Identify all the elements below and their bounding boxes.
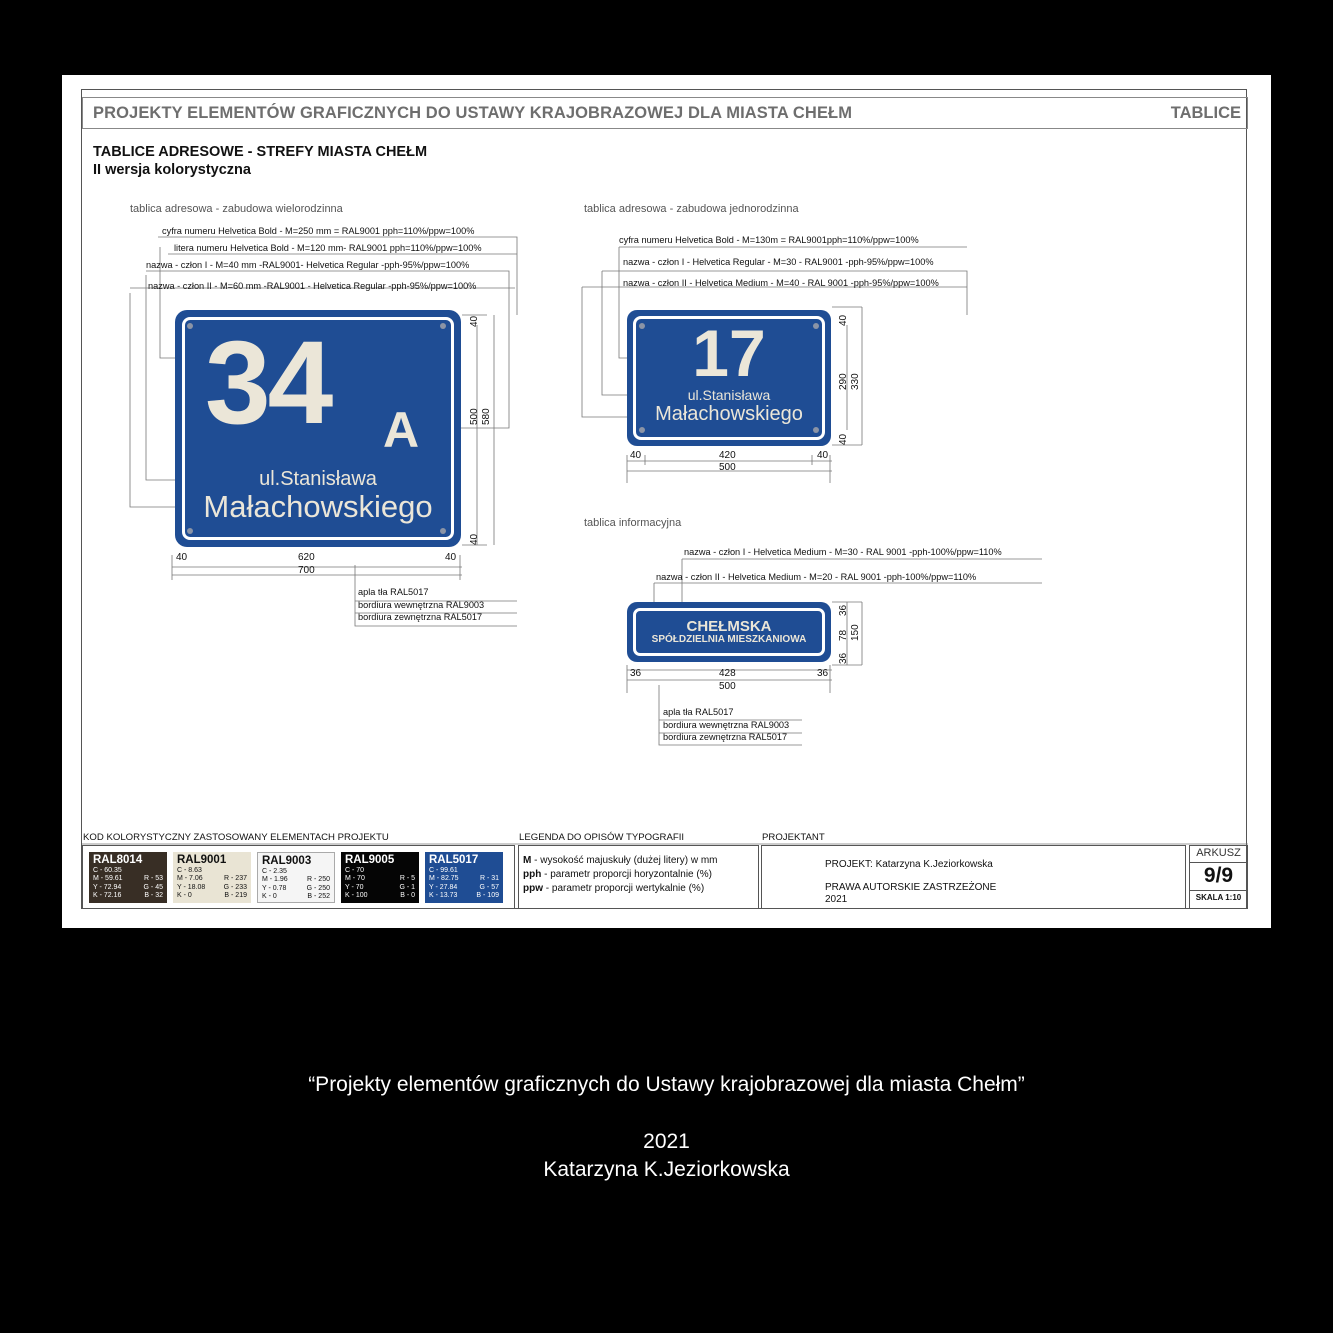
legend-label: LEGENDA DO OPISÓW TYPOGRAFII (519, 832, 685, 843)
swatch-row (341, 875, 419, 883)
swatch-cmyk: K - 0 (262, 892, 277, 900)
swatch-rgb: B - 109 (476, 891, 499, 899)
typography-legend-box (518, 845, 759, 909)
legend-key-pph: pph (523, 869, 542, 880)
swatch-row (173, 884, 251, 892)
legend-key-ppw: ppw (523, 883, 543, 894)
info-annotation-2: nazwa - człon II - Helvetica Medium - M=20 - RAL 9001 -pph-100%/ppw=110% (656, 572, 977, 582)
info-plate-label: tablica informacyjna (584, 517, 682, 529)
swatch-cmyk: C - 8.63 (177, 867, 202, 874)
swatch-cmyk: M - 82.75 (429, 875, 459, 883)
plate-street-line2: Małachowskiego (655, 403, 803, 425)
caption-year: 2021 (643, 1130, 690, 1153)
swatch-cmyk: M - 70 (345, 875, 365, 883)
single-plate-label: tablica adresowa - zabudowa jednorodzinna (584, 203, 799, 215)
swatch-rgb: G - 1 (399, 883, 415, 891)
multi-dim-h-inner: 500 (469, 408, 480, 425)
bolt-icon (639, 427, 645, 433)
swatch-row (425, 875, 503, 883)
bolt-icon (813, 427, 819, 433)
single-annotation-2: nazwa - człon I - Helvetica Regular - M=30 - RAL9001 -pph-95%/ppw=100% (623, 257, 934, 267)
swatch-ral5017 (425, 852, 503, 903)
swatch-row (258, 893, 334, 901)
info-dim-bottom: 36 (838, 652, 849, 664)
multi-dim-top: 40 (469, 315, 480, 327)
multi-dim-h-total: 580 (481, 408, 492, 425)
colors-label: KOD KOLORYSTYCZNY ZASTOSOWANY ELEMENTACH PROJEKTU (83, 832, 389, 843)
swatch-rgb: R - 53 (143, 875, 163, 883)
plate-street-line2: Małachowskiego (203, 489, 433, 524)
single-annotation-1: cyfra numeru Helvetica Bold - M=130m = RAL9001pph=110%/ppw=100% (619, 235, 919, 245)
swatch-row (341, 867, 419, 875)
sheet-number-box (1189, 845, 1248, 909)
swatch-cmyk: C - 2.35 (262, 868, 287, 875)
info-dim-mid: 428 (719, 668, 736, 679)
info-line2: SPÓŁDZIELNIA MIESZKANIOWA (651, 634, 807, 645)
swatch-ral9003 (257, 852, 335, 903)
swatch-row (258, 885, 334, 893)
swatch-rgb: B - 219 (224, 891, 247, 899)
address-plate-multi (175, 310, 461, 547)
swatch-row (425, 884, 503, 892)
single-dim-left: 40 (630, 450, 642, 461)
plate-street-line1: ul.Stanisława (259, 468, 377, 490)
swatch-rgb: G - 57 (479, 883, 499, 891)
legend-val-m: - wysokość majuskuły (dużej litery) w mm (531, 855, 718, 866)
swatch-row (89, 867, 167, 875)
info-dim-left: 36 (630, 668, 642, 679)
swatch-row (341, 884, 419, 892)
swatch-row (173, 867, 251, 875)
info-color-3: bordiura zewnętrzna RAL5017 (663, 732, 788, 742)
swatch-name: RAL8014 (93, 854, 143, 866)
swatch-rgb: G - 45 (143, 883, 163, 891)
swatch-row (425, 867, 503, 875)
section-subtitle: II wersja kolorystyczna (93, 162, 251, 178)
bolt-icon (187, 528, 193, 534)
swatch-row (425, 892, 503, 900)
swatch-rgb: R - 31 (479, 875, 499, 883)
swatch-ral9001 (173, 852, 251, 903)
swatch-rgb: B - 0 (400, 891, 415, 899)
sheet-label: ARKUSZ (1196, 847, 1241, 859)
plate-number: 17 (692, 316, 766, 390)
multi-dim-mid: 620 (298, 552, 315, 563)
legend-val-pph: - parametr proporcji horyzontalnie (%) (541, 869, 712, 880)
single-dim-top: 40 (838, 314, 849, 326)
single-annotation-3: nazwa - człon II - Helvetica Medium - M=40 - RAL 9001 -pph-95%/ppw=100% (623, 278, 939, 288)
swatch-cmyk: K - 100 (345, 891, 368, 899)
swatch-rgb: G - 233 (223, 883, 247, 891)
swatch-name: RAL9003 (262, 855, 312, 867)
info-dim-right: 36 (817, 668, 829, 679)
swatch-row (173, 892, 251, 900)
section-title: TABLICE ADRESOWE - STREFY MIASTA CHEŁM (93, 144, 428, 160)
scale-label: SKALA 1:10 (1195, 893, 1242, 902)
plate-street-line1: ul.Stanisława (687, 387, 771, 403)
bolt-icon (187, 323, 193, 329)
swatch-row (89, 892, 167, 900)
swatch-cmyk: K - 13.73 (429, 891, 458, 899)
swatch-row (341, 892, 419, 900)
swatch-cmyk: Y - 0.78 (262, 884, 287, 892)
caption-title: “Projekty elementów graficznych do Ustawy krajobrazowej dla miasta Chełm” (308, 1073, 1025, 1096)
multi-plate-label: tablica adresowa - zabudowa wielorodzinna (130, 203, 343, 215)
swatch-rgb: R - 5 (399, 875, 415, 883)
bolt-icon (440, 528, 446, 534)
swatch-cmyk: M - 59.61 (93, 875, 123, 883)
swatch-name: RAL9005 (345, 854, 395, 866)
swatch-cmyk: K - 72.16 (93, 891, 122, 899)
swatch-cmyk: Y - 27.84 (429, 883, 458, 891)
info-color-2: bordiura wewnętrzna RAL9003 (663, 720, 790, 730)
swatch-cmyk: M - 1.96 (262, 876, 288, 884)
designer-label: PROJEKTANT (762, 832, 825, 843)
multi-color-1: apla tła RAL5017 (358, 587, 429, 597)
info-dim-top: 36 (838, 604, 849, 616)
multi-annotation-4: nazwa - człon II - M=60 mm -RAL9001 - Helvetica Regular -pph-95%/ppw=100% (148, 281, 477, 291)
rights-text: PRAWA AUTORSKIE ZASTRZEŻONE (825, 882, 997, 893)
info-dim-total: 500 (719, 681, 736, 692)
sheet-number: 9/9 (1203, 864, 1234, 887)
plate-number: 34 (205, 317, 331, 449)
multi-annotation-3: nazwa - człon I - M=40 mm -RAL9001- Helvetica Regular -pph-95%/ppw=100% (146, 260, 470, 270)
swatch-rgb: B - 252 (307, 892, 330, 900)
swatch-name: RAL5017 (429, 854, 479, 866)
drawing-sheet (62, 75, 1271, 928)
single-dim-h-inner: 290 (838, 373, 849, 390)
swatch-row (258, 868, 334, 876)
single-dim-right: 40 (817, 450, 829, 461)
swatch-cmyk: Y - 72.94 (93, 883, 122, 891)
sheet-section: TABLICE (1170, 104, 1241, 122)
swatch-cmyk: C - 99.61 (429, 867, 458, 874)
single-dim-mid: 420 (719, 450, 736, 461)
swatch-rgb: B - 32 (144, 891, 163, 899)
swatch-cmyk: C - 70 (345, 867, 365, 874)
swatch-row (89, 884, 167, 892)
single-dim-total: 500 (719, 462, 736, 473)
legend-row-pph (523, 868, 712, 882)
multi-annotation-1: cyfra numeru Helvetica Bold - M=250 mm = RAL9001 pph=110%/ppw=100% (162, 226, 475, 236)
divider (1190, 890, 1247, 891)
swatch-cmyk: K - 0 (177, 891, 192, 899)
info-line1: CHEŁMSKA (686, 618, 772, 635)
info-plate (627, 602, 831, 662)
rights-year: 2021 (825, 894, 848, 905)
swatch-row (89, 875, 167, 883)
swatch-cmyk: C - 60.35 (93, 867, 122, 874)
swatch-cmyk: M - 7.06 (177, 875, 203, 883)
multi-color-3: bordiura zewnętrzna RAL5017 (358, 612, 483, 622)
info-annotation-1: nazwa - człon I - Helvetica Medium - M=30 - RAL 9001 -pph-100%/ppw=110% (684, 547, 1002, 557)
legend-val-ppw: - parametr proporcji wertykalnie (%) (543, 883, 705, 894)
multi-dim-total: 700 (298, 565, 315, 576)
swatch-row (173, 875, 251, 883)
multi-dim-left: 40 (176, 552, 188, 563)
info-dim-h-total: 150 (850, 624, 861, 641)
swatch-cmyk: Y - 18.08 (177, 883, 206, 891)
address-plate-single (627, 310, 831, 446)
sheet-title: PROJEKTY ELEMENTÓW GRAFICZNYCH DO USTAWY KRAJOBRAZOWEJ DLA MIASTA CHEŁM (93, 104, 853, 122)
legend-row-ppw (523, 882, 704, 896)
plate-letter: A (383, 402, 420, 458)
color-swatches-box (82, 845, 515, 909)
multi-dim-bottom: 40 (469, 533, 480, 545)
designer-name: PROJEKT: Katarzyna K.Jeziorkowska (825, 859, 993, 870)
multi-dim-right: 40 (445, 552, 457, 563)
multi-color-2: bordiura wewnętrzna RAL9003 (358, 600, 485, 610)
single-dim-bottom: 40 (838, 433, 849, 445)
legend-row-m (523, 854, 718, 868)
swatch-name: RAL9001 (177, 854, 227, 866)
swatch-cmyk: Y - 70 (345, 883, 364, 891)
caption-author: Katarzyna K.Jeziorkowska (543, 1158, 790, 1181)
info-color-1: apla tła RAL5017 (663, 707, 734, 717)
single-dim-h-total: 330 (850, 373, 861, 390)
swatch-row (258, 876, 334, 884)
legend-key-m: M (523, 855, 532, 866)
swatch-ral9005 (341, 852, 419, 903)
bolt-icon (440, 323, 446, 329)
swatch-rgb: G - 250 (306, 884, 330, 892)
swatch-ral8014 (89, 852, 167, 903)
swatch-rgb: R - 250 (307, 876, 330, 884)
designer-box (761, 845, 1186, 909)
multi-annotation-2: litera numeru Helvetica Bold - M=120 mm- RAL9001 pph=110%/ppw=100% (174, 243, 482, 253)
swatch-rgb: R - 237 (224, 875, 247, 883)
info-dim-mid-v: 78 (838, 629, 849, 641)
